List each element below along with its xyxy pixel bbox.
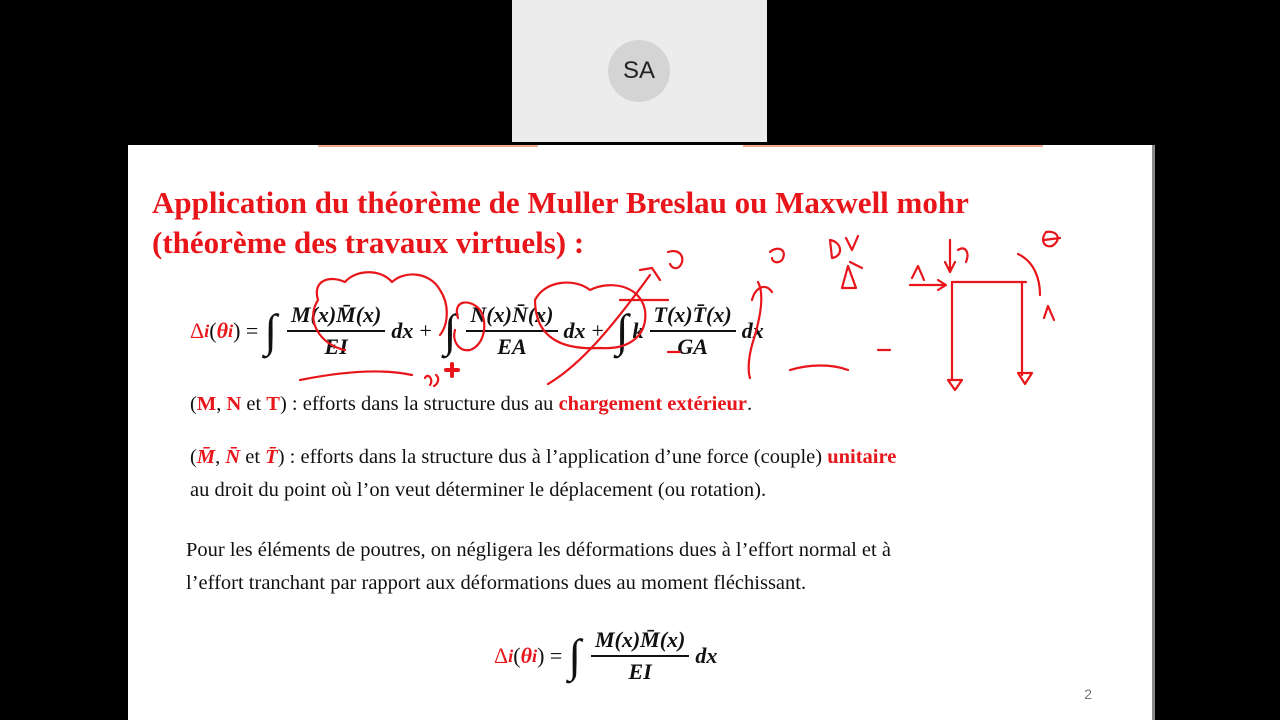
comma: , <box>215 446 226 468</box>
integral-sign: ∫ <box>615 305 629 356</box>
theta-subscript: i <box>532 645 538 666</box>
paren-open: ( <box>190 393 197 415</box>
paren-open: ( <box>190 446 197 468</box>
theta-symbol: θ <box>216 318 228 343</box>
moment-fraction <box>591 627 689 685</box>
normal-force-fraction <box>466 302 557 360</box>
participant-tile <box>512 0 767 142</box>
shear-fraction <box>650 302 736 360</box>
definition-unit-loading <box>190 441 1140 507</box>
paren-open: ( <box>209 318 217 343</box>
conjunction-et: et <box>240 446 266 468</box>
slide-title-line-2: (théorème des travaux virtuels) : <box>152 225 585 260</box>
plus-sign: + <box>591 318 604 343</box>
beam-paragraph-line-1: Pour les éléments de poutres, on négligera les déformations dues à l’effort normal et à <box>186 539 891 561</box>
virtual-work-equation-simplified <box>494 627 717 685</box>
symbol-T-bar: T̄ <box>265 446 278 468</box>
dx-term: dx <box>741 318 764 343</box>
plus-sign: + <box>419 318 432 343</box>
definition-unit-line-2: au droit du point où l’on veut déterminer le déplacement (ou rotation). <box>190 479 767 501</box>
moment-fraction <box>287 302 385 360</box>
definition-external-loading <box>190 388 752 421</box>
delta-subscript: i <box>508 645 514 666</box>
dx-term: dx <box>695 643 718 668</box>
beam-simplification-paragraph <box>186 534 1136 600</box>
slide-border <box>1152 145 1155 720</box>
slide-title-line-1: Application du théorème de Muller Breslau ou Maxwell mohr <box>152 185 969 220</box>
symbol-T: T <box>266 393 280 415</box>
delta-subscript: i <box>204 320 210 341</box>
definition-unit-line-1 <box>190 441 1140 474</box>
shear-coefficient-k: k <box>632 318 644 343</box>
normal-denominator: EA <box>497 334 527 359</box>
delta-symbol: Δ <box>190 318 205 343</box>
comma: , <box>216 393 227 415</box>
highlight-external-loading: chargement extérieur <box>558 393 747 415</box>
shear-denominator: GA <box>677 334 708 359</box>
theta-subscript: i <box>228 320 234 341</box>
normal-numerator: N(x)N̄(x) <box>466 302 557 332</box>
slide-page-number: 2 <box>1084 686 1092 702</box>
symbol-M-bar: M̄ <box>196 446 216 468</box>
shear-numerator: T(x)T̄(x) <box>650 302 736 332</box>
slide-top-accent-line <box>743 145 1043 147</box>
definition-text: ) : efforts dans la structure dus au <box>279 393 559 415</box>
beam-paragraph-line-2: l’effort tranchant par rapport aux déformations dues au moment fléchissant. <box>186 572 807 594</box>
conjunction-et: et <box>241 393 267 415</box>
dx-term: dx <box>391 318 414 343</box>
period: . <box>746 393 753 415</box>
symbol-N-bar: N̄ <box>225 446 241 468</box>
integral-sign: ∫ <box>264 305 277 356</box>
paren-close-equals: ) = <box>233 318 259 343</box>
integral-sign: ∫ <box>568 630 581 681</box>
highlight-unitaire: unitaire <box>827 446 897 468</box>
moment-denominator: EI <box>628 659 652 684</box>
slide-top-accent-line <box>318 145 538 147</box>
paren-open: ( <box>513 643 521 668</box>
theta-symbol: θ <box>520 643 532 668</box>
paren-close-equals: ) = <box>537 643 563 668</box>
integral-sign: ∫ <box>443 305 457 356</box>
virtual-work-equation-full <box>190 302 764 360</box>
symbol-M: M <box>196 393 217 415</box>
presentation-slide <box>128 145 1152 720</box>
dx-term: dx <box>563 318 586 343</box>
delta-symbol: Δ <box>494 643 509 668</box>
moment-denominator: EI <box>324 334 348 359</box>
slide-title <box>152 183 1132 263</box>
symbol-N: N <box>226 393 242 415</box>
moment-numerator: M(x)M̄(x) <box>591 627 689 657</box>
definition-text: ) : efforts dans la structure dus à l’application d’une force (couple) <box>277 446 828 468</box>
moment-numerator: M(x)M̄(x) <box>287 302 385 332</box>
avatar: SA <box>608 40 670 102</box>
